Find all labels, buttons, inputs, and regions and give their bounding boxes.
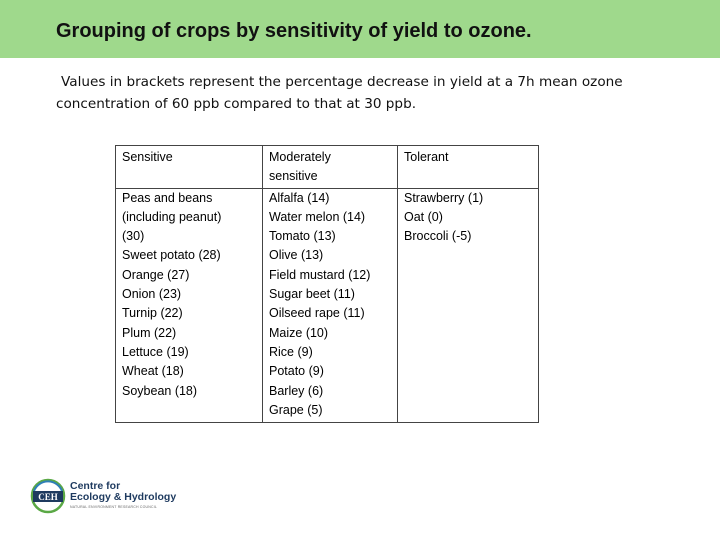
list-item: Potato (9) — [269, 364, 324, 379]
sensitive-cell — [116, 188, 263, 423]
list-item: Lettuce (19) — [122, 344, 189, 359]
header-sensitive — [116, 146, 263, 189]
logo-tagline: NATURAL ENVIRONMENT RESEARCH COUNCIL — [70, 505, 158, 509]
header-moderately-sensitive — [263, 146, 398, 189]
page-title: Grouping of crops by sensitivity of yield to ozone. — [56, 20, 532, 42]
list-item: Barley (6) — [269, 383, 324, 398]
list-item: Onion (23) — [122, 287, 182, 302]
header-moderate-line-1: Moderately — [269, 150, 331, 164]
logo-mark: CEH — [38, 492, 58, 502]
list-item: Oilseed rape (11) — [269, 306, 365, 321]
logo-line-1: Centre for — [70, 480, 121, 492]
list-item: Olive (13) — [269, 248, 324, 263]
list-item: Orange (27) — [122, 267, 190, 282]
header-tolerant-label: Tolerant — [404, 150, 449, 164]
logo-line-2: Ecology & Hydrology — [70, 491, 177, 503]
list-item: Water melon (14) — [269, 209, 366, 224]
subtitle-line-1: Values in brackets represent the percentage decrease in yield at a 7h mean ozone — [61, 74, 623, 90]
logo-name — [70, 481, 176, 503]
list-item: Field mustard (12) — [269, 267, 371, 282]
header-sensitive-label: Sensitive — [122, 150, 173, 164]
list-item: (30) — [122, 229, 145, 244]
list-item: Tomato (13) — [269, 229, 336, 244]
list-item: Oat (0) — [404, 209, 443, 224]
ceh-logo — [30, 478, 190, 514]
tolerant-cell — [398, 188, 539, 423]
list-item: Sweet potato (28) — [122, 248, 221, 263]
list-item: Sugar beet (11) — [269, 287, 355, 302]
crop-sensitivity-table — [115, 145, 539, 423]
table-header-row — [116, 146, 539, 189]
list-item: Rice (9) — [269, 344, 313, 359]
ceh-logo-icon — [30, 478, 66, 514]
moderately-sensitive-cell — [263, 188, 398, 423]
list-item: Peas and beans — [122, 190, 213, 205]
header-tolerant — [398, 146, 539, 189]
subtitle-line-2: concentration of 60 ppb compared to that at 30 ppb. — [56, 96, 417, 112]
list-item: Soybean (18) — [122, 383, 198, 398]
list-item: Broccoli (-5) — [404, 229, 472, 244]
list-item: Strawberry (1) — [404, 190, 484, 205]
list-item: Grape (5) — [269, 402, 323, 417]
header-moderate-line-2: sensitive — [269, 169, 318, 184]
subtitle — [56, 71, 696, 115]
list-item: (including peanut) — [122, 209, 222, 224]
table-body-row — [116, 188, 539, 423]
list-item: Turnip (22) — [122, 306, 183, 321]
list-item: Maize (10) — [269, 325, 329, 340]
list-item: Plum (22) — [122, 325, 177, 340]
list-item: Wheat (18) — [122, 364, 184, 379]
list-item: Alfalfa (14) — [269, 190, 330, 205]
